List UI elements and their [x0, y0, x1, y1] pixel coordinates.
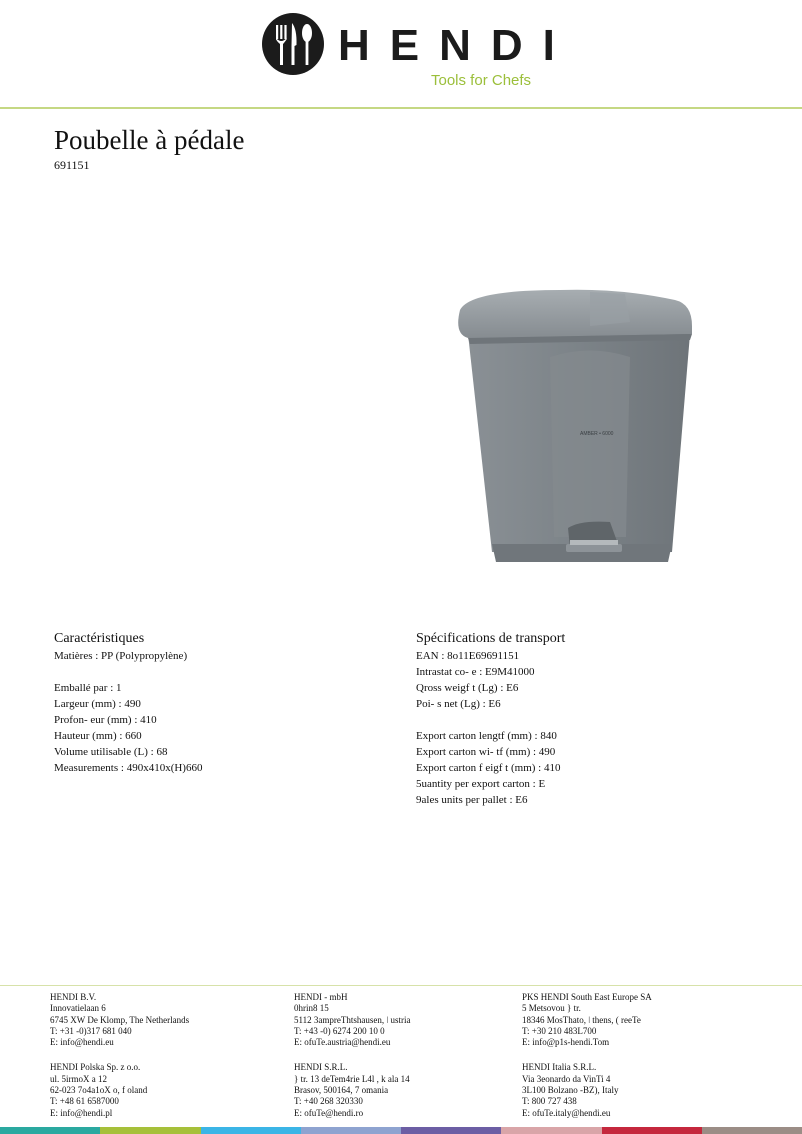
footer-color-bar: [0, 1127, 802, 1134]
spec-line: 9ales units per pallet : E6: [416, 794, 528, 806]
footer-address-line: 5 Metsovou } tr.: [522, 1003, 581, 1014]
footer-gap: [294, 1048, 524, 1062]
footer-address-line: 0hrin8 15: [294, 1003, 329, 1014]
footer-address-block: [522, 1062, 752, 1118]
spec-line: 5uantity per export carton : E: [416, 778, 546, 790]
product-title: Poubelle à pédale: [54, 125, 245, 155]
footer-address-line: HENDI B.V.: [50, 992, 97, 1002]
footer-address-line: 62-023 7o4a1oX o, f oland: [50, 1085, 148, 1096]
footer-address-line: PKS HENDI South East Europe SA: [522, 992, 652, 1002]
color-bar-segment: [702, 1127, 802, 1134]
footer-address-line: Via 3eonardo da VinTi 4: [522, 1073, 611, 1084]
footer-address-line: 3L100 Bolzano -BZ), Italy: [522, 1085, 619, 1096]
product-image: [440, 282, 710, 602]
footer-address-line: T: 800 727 438: [522, 1096, 577, 1107]
footer-address-block: [50, 992, 280, 1048]
spec-line: Export carton lengtf (mm) : 840: [416, 730, 557, 742]
spec-line: Poi- s net (Lg) : E6: [416, 698, 501, 710]
footer-column-greece-italy: [522, 992, 752, 1119]
transport-list: [416, 648, 776, 808]
cutlery-logo-icon: [262, 13, 324, 75]
footer-email[interactable]: E: ofuTe.austria@hendi.eu: [294, 1037, 391, 1048]
characteristics-section: [54, 630, 384, 776]
spec-line: Volume utilisable (L) : 68: [54, 746, 168, 758]
footer-address-line: HENDI Polska Sp. z o.o.: [50, 1062, 141, 1073]
footer-address-line: T: +48 61 6587000: [50, 1096, 119, 1107]
footer-address-line: 5112 3ampreThtshausen, ǀ ustria: [294, 1014, 411, 1025]
brand-tagline: Tools for Chefs: [431, 72, 532, 89]
characteristics-list: [54, 648, 384, 776]
footer-email[interactable]: E: info@hendi.pl: [50, 1107, 113, 1118]
footer-email[interactable]: E: ofuTe.italy@hendi.eu: [522, 1107, 611, 1118]
footer-address-line: } tr. 13 deTem4rie L4l , k ala 14: [294, 1073, 410, 1084]
hendi-logo: [262, 12, 575, 94]
footer-address-line: T: +43 -0) 6274 200 10 0: [294, 1025, 385, 1036]
footer-address-line: T: +40 268 320330: [294, 1096, 363, 1107]
color-bar-segment: [602, 1127, 702, 1134]
footer-address-line: Innovatielaan 6: [50, 1003, 106, 1014]
spec-line: Export carton wi- tf (mm) : 490: [416, 746, 556, 758]
footer-address-line: T: +31 -0)317 681 040: [50, 1025, 132, 1036]
bin-brand-label: AMBER • 6000: [580, 431, 614, 437]
footer-address-line: HENDI Italia S.R.L.: [522, 1062, 597, 1073]
footer-divider: [0, 985, 802, 986]
spec-line: Emballé par : 1: [54, 682, 122, 694]
spec-line: Matières : PP (Polypropylène): [54, 650, 188, 662]
spec-line: Largeur (mm) : 490: [54, 698, 141, 710]
spec-line: EAN : 8o11E69691151: [416, 650, 520, 662]
color-bar-segment: [100, 1127, 200, 1134]
header-divider: [0, 107, 802, 109]
transport-section: [416, 630, 776, 808]
footer-address-block: [522, 992, 752, 1048]
spec-line: Export carton f eigf t (mm) : 410: [416, 762, 561, 774]
color-bar-segment: [301, 1127, 401, 1134]
spec-line: Qross weigf t (Lg) : E6: [416, 682, 519, 694]
transport-title: Spécifications de transport: [416, 631, 566, 646]
footer-column-austria-romania: [294, 992, 524, 1119]
spec-line: Hauteur (mm) : 660: [54, 730, 142, 742]
footer-gap: [50, 1048, 280, 1062]
brand-wordmark: HENDI: [338, 21, 575, 70]
color-bar-segment: [401, 1127, 501, 1134]
footer-email[interactable]: E: ofuTe@hendi.ro: [294, 1107, 364, 1118]
footer-address-block: [294, 1062, 524, 1118]
footer-address-line: HENDI S.R.L.: [294, 1062, 348, 1073]
product-reference: 691151: [54, 158, 90, 172]
spec-line: Profon- eur (mm) : 410: [54, 714, 157, 726]
footer-address-line: 18346 MosThato, ǀ thens, ( reeTe: [522, 1014, 641, 1025]
footer-email[interactable]: E: info@hendi.eu: [50, 1037, 114, 1048]
spec-line: [416, 712, 776, 728]
footer-address-line: HENDI - mbH: [294, 992, 348, 1002]
color-bar-segment: [501, 1127, 601, 1134]
footer-gap: [522, 1048, 752, 1062]
footer-address-block: [294, 992, 524, 1048]
footer-email[interactable]: E: info@p1s-hendi.Tom: [522, 1037, 610, 1048]
footer-address-line: T: +30 210 483L700: [522, 1025, 597, 1036]
footer-address-block: [50, 1062, 280, 1118]
footer-address-line: ul. 5irmoX a 12: [50, 1073, 107, 1084]
spec-line: [54, 664, 384, 680]
characteristics-title: Caractéristiques: [54, 631, 145, 646]
footer-column-netherlands-poland: [50, 992, 280, 1119]
footer-address-line: Brasov, 500164, 7 omania: [294, 1085, 389, 1096]
color-bar-segment: [0, 1127, 100, 1134]
color-bar-segment: [201, 1127, 301, 1134]
spec-line: Intrastat co- e : E9M41000: [416, 666, 535, 678]
footer-address-line: 6745 XW De Klomp, The Netherlands: [50, 1014, 190, 1025]
spec-line: Measurements : 490x410x(H)660: [54, 762, 203, 774]
